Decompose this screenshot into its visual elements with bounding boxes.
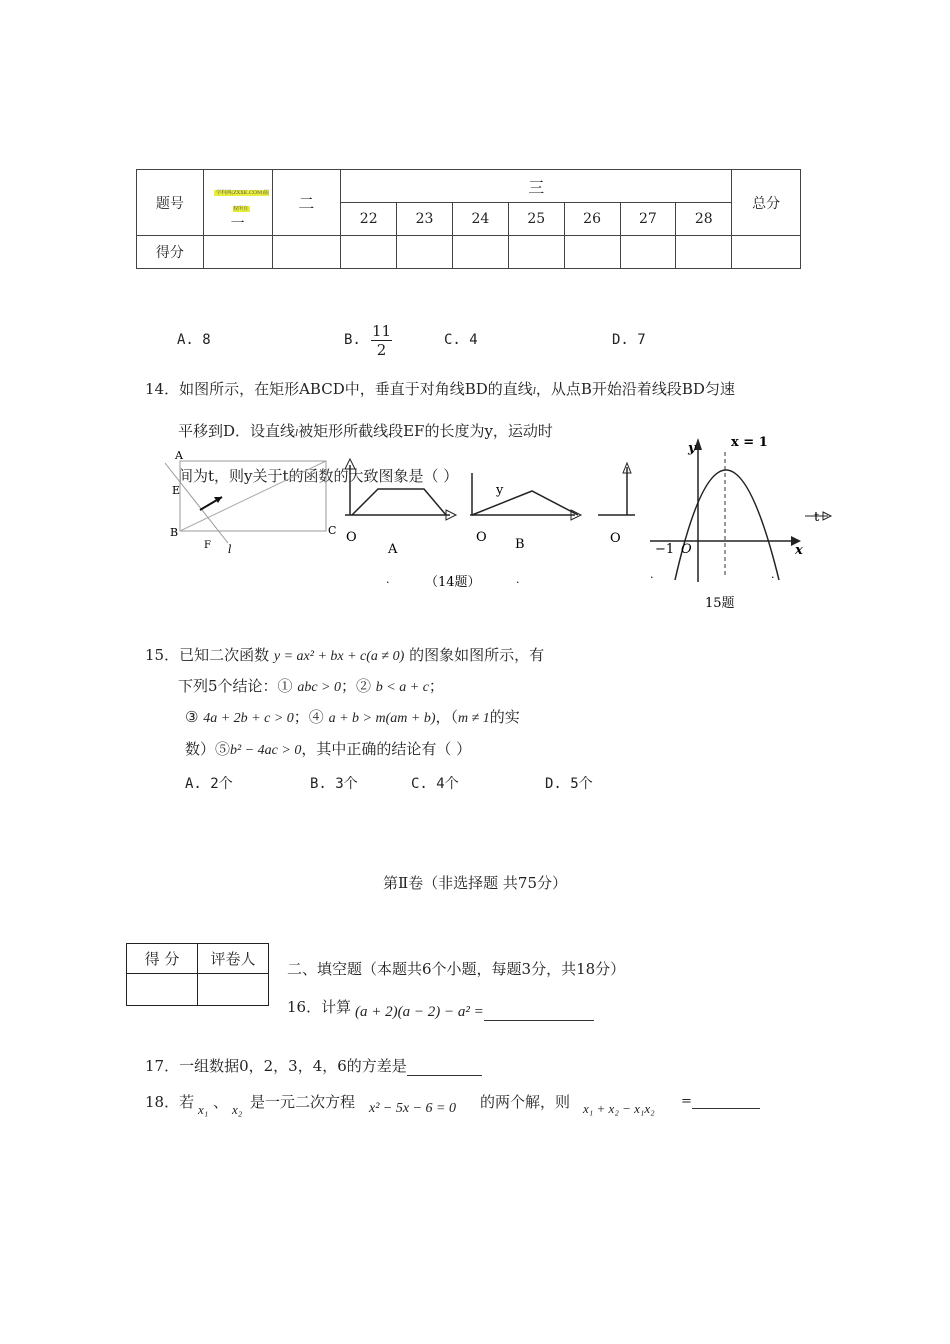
score-row-label: 得分 xyxy=(137,236,204,269)
graph-a xyxy=(345,459,456,557)
svg-text:C: C xyxy=(328,524,337,537)
sub-col: 24 xyxy=(452,203,508,236)
q18-equation: x² − 5x − 6 = 0 xyxy=(369,1101,456,1116)
sub-col: 27 xyxy=(620,203,676,236)
svg-text:y: y xyxy=(688,441,696,456)
total-label: 总分 xyxy=(732,170,801,236)
q18-text-b: 是一元二次方程 xyxy=(250,1093,356,1111)
q17-answer-blank xyxy=(407,1061,482,1076)
q18-expression: x₁ + x₂ − x₁x₂ xyxy=(583,1101,655,1116)
sub-col: 26 xyxy=(564,203,620,236)
svg-text:O: O xyxy=(681,542,692,557)
q18-prefix: 18．若 xyxy=(145,1093,195,1111)
section2-title: 第Ⅱ卷（非选择题 共75分） xyxy=(382,874,568,892)
q13-option-d: D. 7 xyxy=(612,332,646,348)
q18-x2: x₂ xyxy=(232,1102,243,1117)
diagonal-bd xyxy=(180,461,326,531)
q15-parabola-figure xyxy=(645,432,840,617)
q14-caption: （14题） xyxy=(425,575,481,590)
q17-line: 17．一组数据0，2，3，4，6的方差是 xyxy=(145,1055,482,1076)
q15-option-a: A. 2个 xyxy=(185,776,233,792)
svg-text:E: E xyxy=(172,484,181,497)
svg-text:O: O xyxy=(476,530,487,545)
q16-answer-blank xyxy=(484,1008,594,1021)
col-three: 三 xyxy=(341,170,732,203)
svg-text:l: l xyxy=(228,543,232,556)
q13-option-a: A. 8 xyxy=(177,332,211,348)
parabola-curve xyxy=(675,470,779,580)
graph-c xyxy=(598,463,635,546)
svg-text:·: · xyxy=(771,571,775,584)
svg-text:·: · xyxy=(516,576,520,589)
sub-col: 25 xyxy=(508,203,564,236)
svg-text:·: · xyxy=(386,576,390,589)
sub-col: 22 xyxy=(341,203,397,236)
svg-text:O: O xyxy=(346,530,357,545)
q14-line1: 14．如图所示，在矩形ABCD中，垂直于对角线BD的直线l，从点B开始沿着线段BD匀速 xyxy=(145,380,735,398)
sub-col: 23 xyxy=(397,203,453,236)
q13-fraction: 11 2 xyxy=(372,322,392,359)
grader-table xyxy=(126,943,269,1006)
svg-text:O: O xyxy=(610,531,621,546)
q16-expression: (a + 2)(a − 2) − a² = xyxy=(355,1004,594,1021)
grader-score-label: 得 分 xyxy=(127,944,198,974)
q18-separator: 、 xyxy=(213,1093,229,1111)
q15-option-d: D. 5个 xyxy=(545,776,593,792)
score-table xyxy=(136,169,801,269)
q15-line4: 数）⑤b² − 4ac > 0，其中正确的结论有（ ） xyxy=(185,740,472,758)
svg-text:x: x xyxy=(795,543,803,558)
col-one: 学科网(ZXXK.COM)版权所有 一 xyxy=(203,170,272,236)
q13-option-b-label: B. xyxy=(344,332,361,348)
svg-text:F: F xyxy=(204,540,211,551)
col-two: 二 xyxy=(272,170,341,236)
graph-b xyxy=(470,473,581,552)
svg-text:B: B xyxy=(170,526,179,539)
sub-col: 28 xyxy=(676,203,732,236)
svg-text:A: A xyxy=(175,449,183,462)
svg-text:x = 1: x = 1 xyxy=(731,435,768,450)
q14-line2: 平移到D．设直线l被矩形所截线段EF的长度为y，运动时 xyxy=(178,422,553,440)
svg-text:−1: −1 xyxy=(655,542,675,557)
q18-answer-blank xyxy=(692,1096,760,1109)
q13-option-c: C. 4 xyxy=(444,332,478,348)
header-label: 题号 xyxy=(137,170,204,236)
q15-option-c: C. 4个 xyxy=(411,776,459,792)
q14-figures xyxy=(160,445,650,590)
highlight-note: 学科网(ZXXK.COM)版权所有 xyxy=(216,190,270,212)
q16-label: 16．计算 xyxy=(287,998,352,1016)
q18-x1: x₁ xyxy=(198,1102,209,1117)
q15-line3: ③ 4a + 2b + c > 0；④ a + b > m(am + b)，（m ≠ 1的实 xyxy=(185,708,520,726)
svg-text:B: B xyxy=(515,537,525,552)
svg-text:·: · xyxy=(650,571,654,584)
q18-text-c: 的两个解，则 xyxy=(480,1093,571,1111)
q15-option-b: B. 3个 xyxy=(310,776,358,792)
svg-text:A: A xyxy=(388,542,398,557)
svg-text:t: t xyxy=(814,510,820,525)
grader-name-label: 评卷人 xyxy=(198,944,269,974)
fill-in-title: 二、填空题（本题共6个小题，每题3分，共18分） xyxy=(287,960,626,978)
q15-line1: 15．已知二次函数 y = ax² + bx + c(a ≠ 0) 的图象如图所示，有 xyxy=(145,646,545,664)
q15-caption: 15题 xyxy=(705,596,735,611)
q14-line3: 间为t，则y关于t的函数的大致图象是（ ） xyxy=(178,467,459,485)
svg-text:y: y xyxy=(496,483,504,498)
q15-line2: 下列5个结论：① abc > 0；② b < a + c； xyxy=(178,677,444,695)
q18-answer: = xyxy=(681,1094,760,1109)
